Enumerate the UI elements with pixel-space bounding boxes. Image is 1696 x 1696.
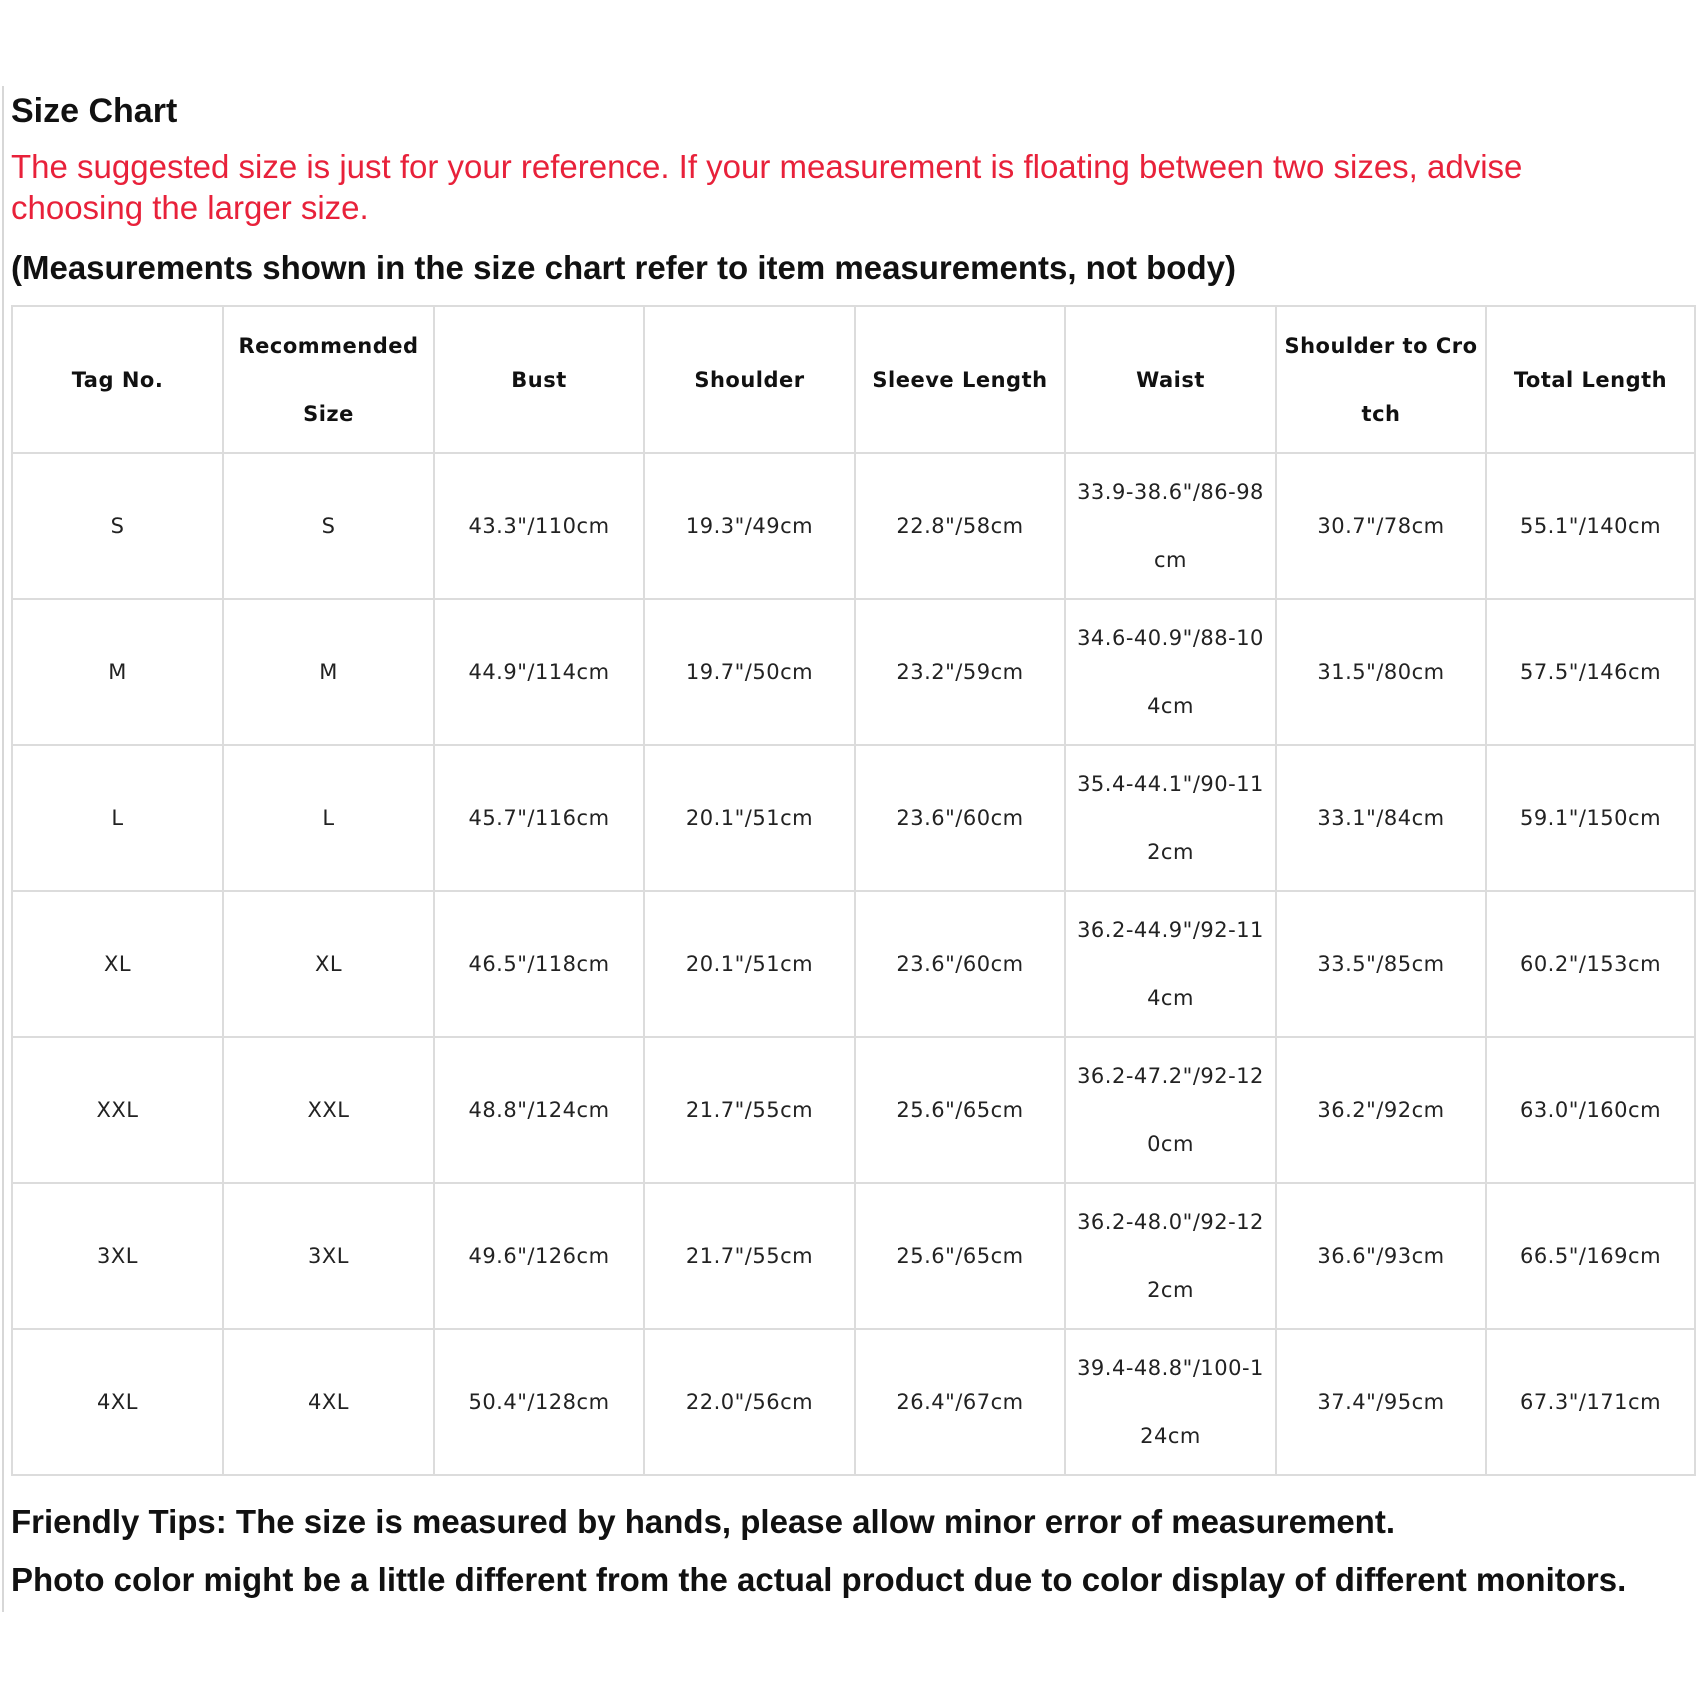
- cell-total-length: 55.1"/140cm: [1486, 453, 1695, 599]
- cell-sleeve-length: 23.6"/60cm: [855, 891, 1065, 1037]
- header-tag-no: Tag No.: [12, 306, 223, 453]
- cell-total-length: 66.5"/169cm: [1486, 1183, 1695, 1329]
- cell-tag-no: XL: [12, 891, 223, 1037]
- cell-waist: 34.6-40.9"/88-104cm: [1065, 599, 1276, 745]
- header-total-length: Total Length: [1486, 306, 1695, 453]
- cell-tag-no: 4XL: [12, 1329, 223, 1475]
- cell-sleeve-length: 23.6"/60cm: [855, 745, 1065, 891]
- cell-shoulder-to-crotch: 30.7"/78cm: [1276, 453, 1486, 599]
- cell-bust: 45.7"/116cm: [434, 745, 644, 891]
- left-rule: [2, 86, 4, 1612]
- cell-total-length: 60.2"/153cm: [1486, 891, 1695, 1037]
- size-chart-table: [11, 305, 1696, 1476]
- table-row: [12, 453, 1695, 599]
- cell-tag-no: M: [12, 599, 223, 745]
- cell-shoulder: 22.0"/56cm: [644, 1329, 855, 1475]
- header-sleeve-length: Sleeve Length: [855, 306, 1065, 453]
- cell-waist: 33.9-38.6"/86-98cm: [1065, 453, 1276, 599]
- cell-shoulder-to-crotch: 33.5"/85cm: [1276, 891, 1486, 1037]
- cell-total-length: 57.5"/146cm: [1486, 599, 1695, 745]
- cell-shoulder-to-crotch: 36.6"/93cm: [1276, 1183, 1486, 1329]
- cell-shoulder: 20.1"/51cm: [644, 745, 855, 891]
- cell-bust: 46.5"/118cm: [434, 891, 644, 1037]
- photo-color-note: Photo color might be a little different from the actual product due to color display of different monitors.: [11, 1561, 1627, 1598]
- cell-recommended-size: 4XL: [223, 1329, 434, 1475]
- cell-recommended-size: S: [223, 453, 434, 599]
- header-shoulder-to-crotch: Shoulder to Crotch: [1276, 306, 1486, 453]
- cell-recommended-size: XL: [223, 891, 434, 1037]
- cell-sleeve-length: 25.6"/65cm: [855, 1183, 1065, 1329]
- cell-bust: 48.8"/124cm: [434, 1037, 644, 1183]
- size-advice-note: The suggested size is just for your reference. If your measurement is floating between two sizes, advise choosing the larger size.: [11, 148, 1523, 226]
- cell-shoulder: 19.3"/49cm: [644, 453, 855, 599]
- cell-bust: 44.9"/114cm: [434, 599, 644, 745]
- table-row: [12, 745, 1695, 891]
- cell-bust: 49.6"/126cm: [434, 1183, 644, 1329]
- header-recommended-size: Recommended Size: [223, 306, 434, 453]
- cell-shoulder-to-crotch: 36.2"/92cm: [1276, 1037, 1486, 1183]
- measurement-subtitle: (Measurements shown in the size chart refer to item measurements, not body): [11, 249, 1236, 286]
- cell-shoulder: 20.1"/51cm: [644, 891, 855, 1037]
- cell-shoulder-to-crotch: 31.5"/80cm: [1276, 599, 1486, 745]
- cell-recommended-size: 3XL: [223, 1183, 434, 1329]
- header-waist: Waist: [1065, 306, 1276, 453]
- cell-total-length: 59.1"/150cm: [1486, 745, 1695, 891]
- cell-waist: 36.2-44.9"/92-114cm: [1065, 891, 1276, 1037]
- cell-shoulder: 21.7"/55cm: [644, 1037, 855, 1183]
- table-row: [12, 1037, 1695, 1183]
- cell-shoulder: 19.7"/50cm: [644, 599, 855, 745]
- cell-waist: 39.4-48.8"/100-124cm: [1065, 1329, 1276, 1475]
- friendly-tips: Friendly Tips: The size is measured by hands, please allow minor error of measurement.: [11, 1503, 1395, 1540]
- cell-tag-no: L: [12, 745, 223, 891]
- cell-waist: 35.4-44.1"/90-112cm: [1065, 745, 1276, 891]
- cell-recommended-size: M: [223, 599, 434, 745]
- cell-waist: 36.2-47.2"/92-120cm: [1065, 1037, 1276, 1183]
- cell-tag-no: S: [12, 453, 223, 599]
- table-row: [12, 599, 1695, 745]
- cell-shoulder: 21.7"/55cm: [644, 1183, 855, 1329]
- cell-total-length: 63.0"/160cm: [1486, 1037, 1695, 1183]
- table-header-row: [12, 306, 1695, 453]
- header-bust: Bust: [434, 306, 644, 453]
- cell-shoulder-to-crotch: 37.4"/95cm: [1276, 1329, 1486, 1475]
- cell-sleeve-length: 25.6"/65cm: [855, 1037, 1065, 1183]
- cell-tag-no: 3XL: [12, 1183, 223, 1329]
- cell-sleeve-length: 26.4"/67cm: [855, 1329, 1065, 1475]
- cell-bust: 50.4"/128cm: [434, 1329, 644, 1475]
- table-row: [12, 1183, 1695, 1329]
- cell-waist: 36.2-48.0"/92-122cm: [1065, 1183, 1276, 1329]
- cell-sleeve-length: 22.8"/58cm: [855, 453, 1065, 599]
- cell-total-length: 67.3"/171cm: [1486, 1329, 1695, 1475]
- header-shoulder: Shoulder: [644, 306, 855, 453]
- cell-recommended-size: L: [223, 745, 434, 891]
- table-row: [12, 891, 1695, 1037]
- cell-tag-no: XXL: [12, 1037, 223, 1183]
- page-title: Size Chart: [11, 92, 178, 130]
- cell-bust: 43.3"/110cm: [434, 453, 644, 599]
- cell-recommended-size: XXL: [223, 1037, 434, 1183]
- table-row: [12, 1329, 1695, 1475]
- cell-shoulder-to-crotch: 33.1"/84cm: [1276, 745, 1486, 891]
- cell-sleeve-length: 23.2"/59cm: [855, 599, 1065, 745]
